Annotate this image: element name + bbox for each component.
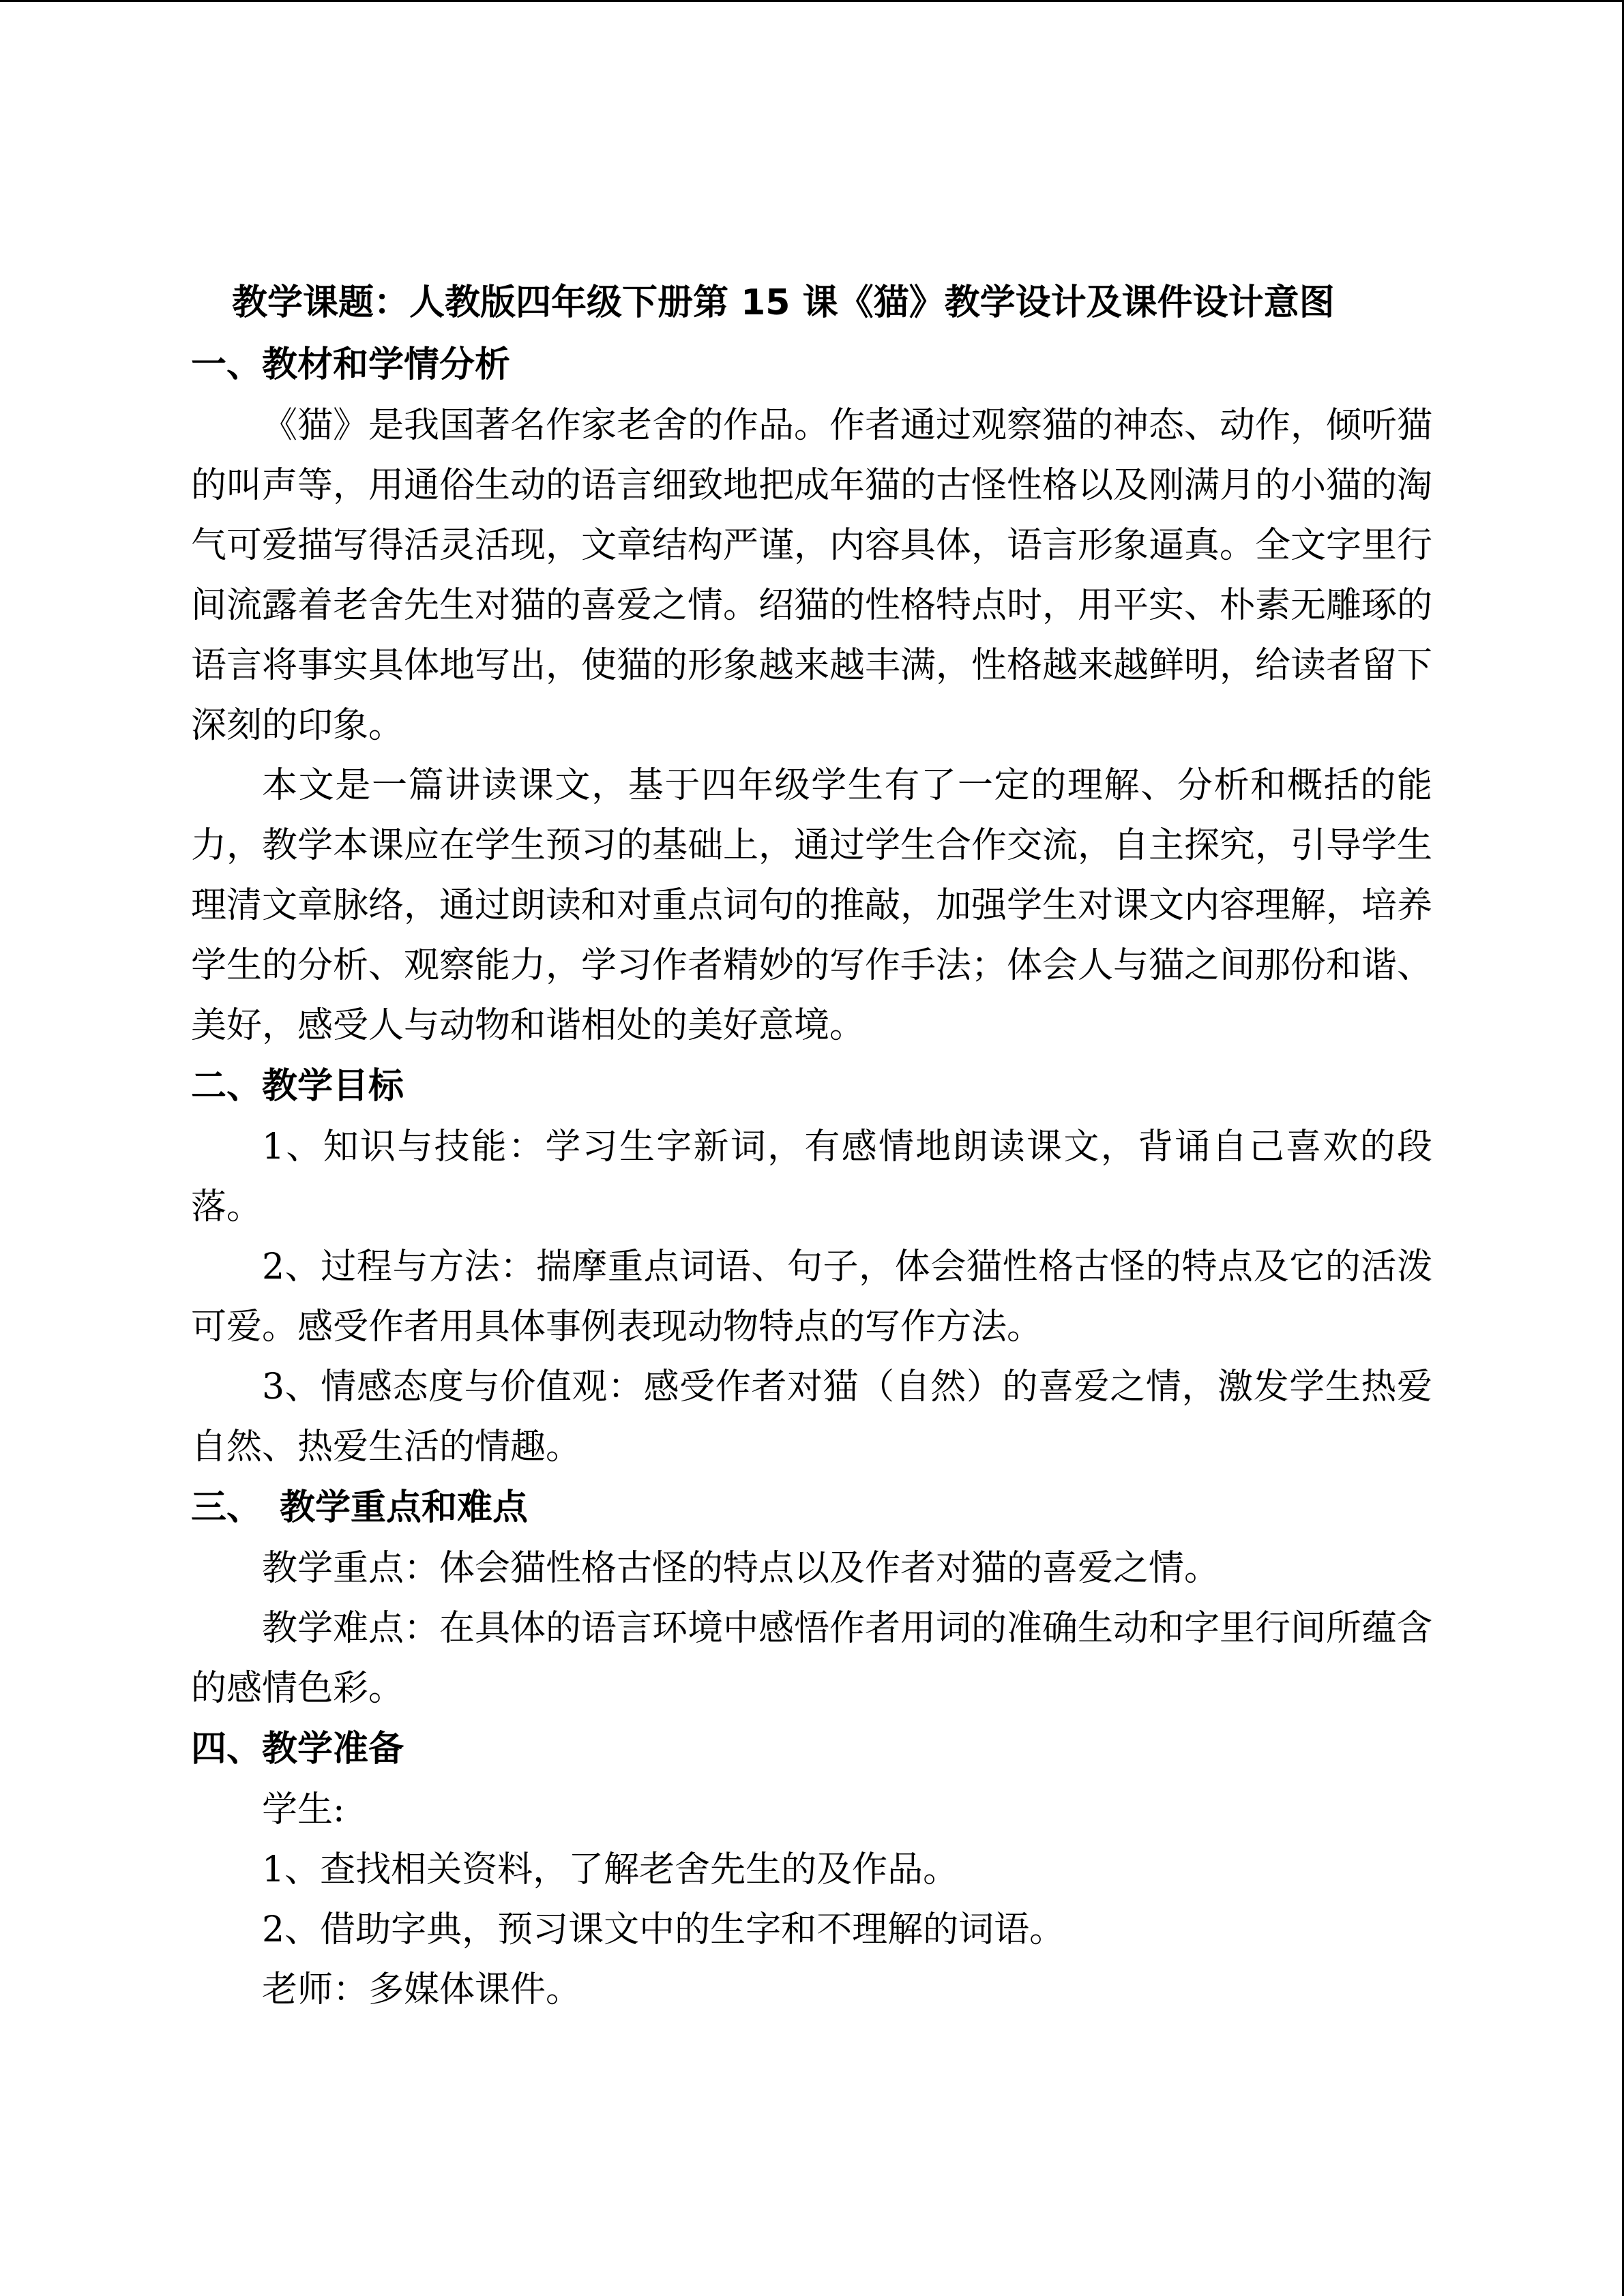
section-heading-objectives: 二、教学目标 [191, 1066, 404, 1107]
document-title: 教学课题：人教版四年级下册第 15 课《猫》教学设计及课件设计意图 [232, 282, 1335, 323]
preparation-students-label: 学生: [262, 1789, 345, 1830]
preparation-item-2: 2、借助字典，预习课文中的生字和不理解的词语。 [262, 1909, 1065, 1950]
document-body [191, 271, 1432, 2020]
paragraph-student-analysis: 本文是一篇讲读课文，基于四年级学生有了一定的理解、分析和概括的能力，教学本课应在学生预习的基础上，通过学生合作交流，自主探究，引导学生理清文章脉络，通过朗读和对重点词句的推敲，加强学生对课文内容理解，培养学生的分析、观察能力，学习作者精妙的写作手法；体会人与猫之间那份和谐、美好，感受人与动物和谐相处的美好意境。 [191, 765, 1433, 1046]
section-heading-analysis: 一、教材和学情分析 [191, 344, 511, 385]
section-heading-preparation: 四、教学准备 [191, 1729, 404, 1770]
paragraph-text-analysis: 《猫》是我国著名作家老舍的作品。作者通过观察猫的神态、动作，倾听猫的叫声等，用通俗生动的语言细致地把成年猫的古怪性格以及刚满月的小猫的淘气可爱描写得活灵活现，文章结构严谨，内容具体，语言形象逼真。全文字里行间流露着老舍先生对猫的喜爱之情。绍猫的性格特点时，用平实、朴素无雕琢的语言将事实具体地写出，使猫的形象越来越丰满，性格越来越鲜明，给读者留下深刻的印象。 [191, 405, 1433, 746]
preparation-item-1: 1、查找相关资料，了解老舍先生的及作品。 [262, 1849, 959, 1890]
key-point-text: 教学重点：体会猫性格古怪的特点以及作者对猫的喜爱之情。 [262, 1548, 1220, 1589]
difficult-point-text: 教学难点：在具体的语言环境中感悟作者用词的准确生动和字里行间所蕴含的感情色彩。 [191, 1608, 1433, 1709]
objective-knowledge: 1、知识与技能：学习生字新词，有感情地朗读课文，背诵自己喜欢的段落。 [191, 1127, 1432, 1227]
section-heading-key-points: 三、 教学重点和难点 [191, 1487, 529, 1528]
preparation-teacher: 老师：多媒体课件。 [262, 1969, 582, 2010]
objective-process: 2、过程与方法：揣摩重点词语、句子，体会猫性格古怪的特点及它的活泼可爱。感受作者用具体事例表现动物特点的写作方法。 [191, 1247, 1432, 1347]
objective-emotion: 3、情感态度与价值观：感受作者对猫（自然）的喜爱之情，激发学生热爱自然、热爱生活的情趣。 [191, 1367, 1432, 1467]
